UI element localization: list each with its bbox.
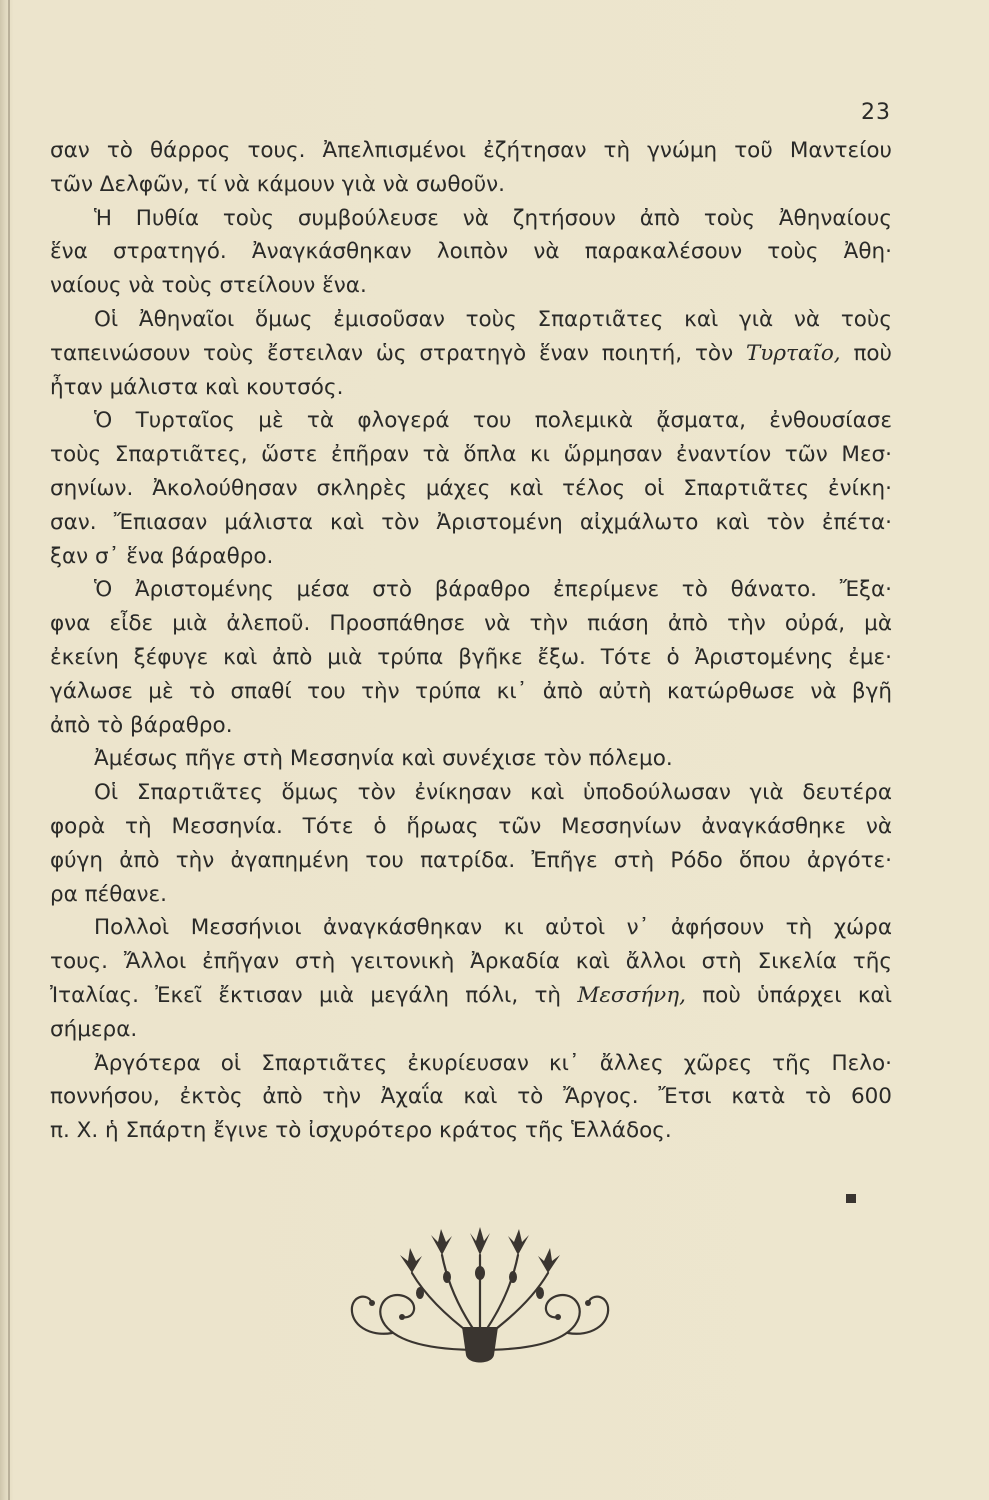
text-line: Ὁ Τυρταῖος μὲ τὰ φλογερά του πολεμικὰ ᾄσματα, ἐνθουσίασε	[94, 408, 892, 434]
text-line: τοὺς Σπαρτιᾶτες, ὥστε ἐπῆραν τὰ ὅπλα κι ὥρμησαν ἐναντίον τῶν Μεσ·	[50, 442, 892, 468]
text-line: Ὁ Ἀριστομένης μέσα στὸ βάραθρο ἐπερίμενε τὸ θάνατο. Ἔξα·	[94, 577, 892, 603]
text-line	[50, 979, 892, 1013]
italic-name: Μεσσήνη,	[577, 982, 686, 1008]
text-line	[50, 337, 892, 371]
text-line: Οἱ Ἀθηναῖοι ὅμως ἐμισοῦσαν τοὺς Σπαρτιᾶτες καὶ γιὰ νὰ τοὺς	[94, 306, 892, 332]
text-line: σήμερα.	[50, 1016, 138, 1042]
text-line: ἕνα στρατηγό. Ἀναγκάσθηκαν λοιπὸν νὰ παρακαλέσουν τοὺς Ἀθη·	[50, 239, 892, 265]
floral-vase-ornament	[330, 1215, 630, 1375]
text-line: ἦταν μάλιστα καὶ κουτσός.	[50, 374, 344, 400]
end-of-chapter-mark	[846, 1194, 856, 1203]
page-number: 23	[861, 100, 891, 125]
text-segment: ταπεινώσουν τοὺς ἔστειλαν ὡς στρατηγὸ ἕναν ποιητή, τὸν	[50, 340, 746, 366]
text-line: τους. Ἄλλοι ἐπῆγαν στὴ γειτονικὴ Ἀρκαδία καὶ ἄλλοι στὴ Σικελία τῆς	[50, 949, 892, 975]
text-line: Πολλοὶ Μεσσήνιοι ἀναγκάσθηκαν κι αὐτοὶ ν᾽ ἀφήσουν τὴ χώρα	[94, 915, 892, 941]
text-line: γάλωσε μὲ τὸ σπαθί του τὴν τρύπα κι᾽ ἀπὸ αὐτὴ κατώρθωσε νὰ βγῆ	[50, 678, 892, 704]
text-line: φύγη ἀπὸ τὴν ἀγαπημένη του πατρίδα. Ἐπῆγε στὴ Ρόδο ὅπου ἀργότε·	[50, 847, 892, 873]
text-segment: ποὺ ὑπάρχει καὶ	[685, 982, 892, 1008]
text-segment: Ἰταλίας. Ἐκεῖ ἔκτισαν μιὰ μεγάλη πόλι, τὴ	[50, 982, 578, 1008]
text-line: σηνίων. Ἀκολούθησαν σκληρὲς μάχες καὶ τέλος οἱ Σπαρτιᾶτες ἐνίκη·	[50, 475, 892, 501]
text-line: Ἡ Πυθία τοὺς συμβούλευσε νὰ ζητήσουν ἀπὸ τοὺς Ἀθηναίους	[94, 205, 892, 231]
text-segment: ποὺ	[840, 340, 892, 366]
text-line: φορὰ τὴ Μεσσηνία. Τότε ὁ ἥρωας τῶν Μεσσηνίων ἀναγκάσθηκε νὰ	[50, 813, 892, 839]
text-line: Ἀμέσως πῆγε στὴ Μεσσηνία καὶ συνέχισε τὸν πόλεμο.	[94, 746, 673, 772]
text-line: ἀπὸ τὸ βάραθρο.	[50, 712, 233, 738]
text-line: ἐκείνη ξέφυγε καὶ ἀπὸ μιὰ τρύπα βγῆκε ἔξω. Τότε ὁ Ἀριστομένης ἐμε·	[50, 644, 892, 670]
text-line: ποννήσου, ἐκτὸς ἀπὸ τὴν Ἀχαΐα καὶ τὸ Ἄργος. Ἔτσι κατὰ τὸ 600	[50, 1084, 892, 1110]
text-line: ναίους νὰ τοὺς στείλουν ἕνα.	[50, 273, 367, 299]
body-text	[50, 134, 892, 1148]
text-line: ξαν σ᾽ ἕνα βάραθρο.	[50, 543, 274, 569]
text-line: Ἀργότερα οἱ Σπαρτιᾶτες ἐκυρίευσαν κι᾽ ἄλλες χῶρες τῆς Πελο·	[94, 1050, 892, 1076]
italic-name: Τυρταῖο,	[745, 340, 841, 366]
text-line: σαν τὸ θάρρος τους. Ἀπελπισμένοι ἐζήτησαν τὴ γνώμη τοῦ Μαντείου	[50, 138, 892, 163]
text-line: φνα εἶδε μιὰ ἀλεποῦ. Προσπάθησε νὰ τὴν πιάση ἀπὸ τὴν οὐρά, μὰ	[50, 611, 892, 637]
text-line: ρα πέθανε.	[50, 881, 168, 907]
text-line: σαν. Ἔπιασαν μάλιστα καὶ τὸν Ἀριστομένη αἰχμάλωτο καὶ τὸν ἐπέτα·	[50, 509, 892, 535]
text-line: Οἱ Σπαρτιᾶτες ὅμως τὸν ἐνίκησαν καὶ ὑποδούλωσαν γιὰ δευτέρα	[94, 780, 892, 806]
binding-edge	[8, 0, 10, 1500]
text-line: π. Χ. ἡ Σπάρτη ἔγινε τὸ ἰσχυρότερο κράτος τῆς Ἑλλάδος.	[50, 1118, 672, 1144]
text-line: τῶν Δελφῶν, τί νὰ κάμουν γιὰ νὰ σωθοῦν.	[50, 171, 505, 197]
